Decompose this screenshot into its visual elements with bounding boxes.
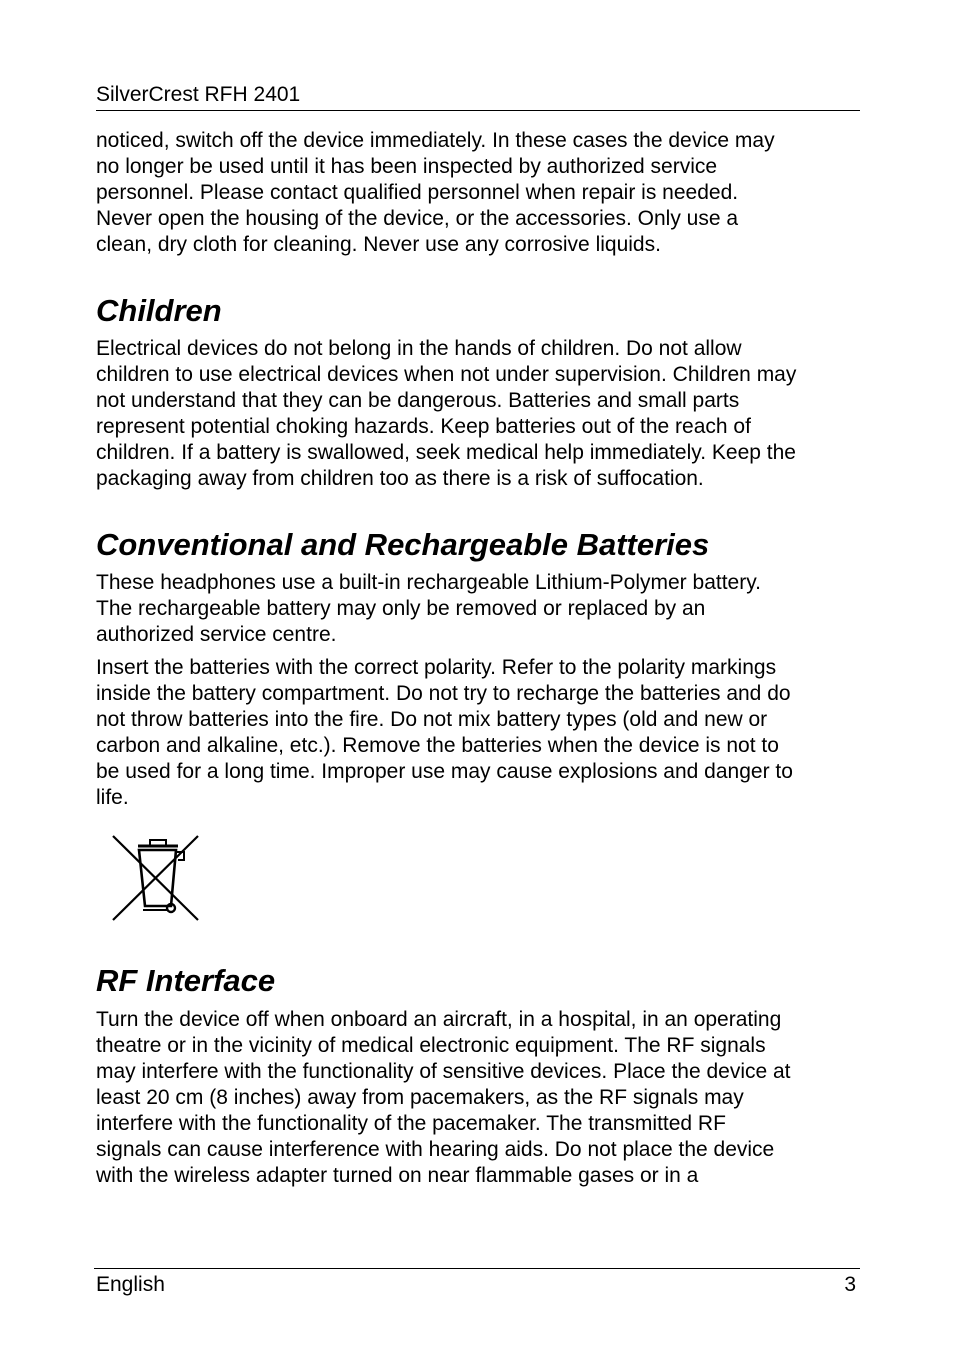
- children-heading: Children: [96, 293, 222, 328]
- rf-interface-heading: RF Interface: [96, 963, 276, 998]
- header-title: SilverCrest RFH 2401: [96, 83, 301, 106]
- batteries-paragraph-1: These headphones use a built-in rechargeable Lithium-Polymer battery. The rechargeable battery may only be removed or replaced by an authorized service centre.: [96, 571, 761, 646]
- rf-interface-paragraph: Turn the device off when onboard an aircraft, in a hospital, in an operating theatre or in the vicinity of medical electronic equipment. The RF signals may interfere with the functionality of sensitive devices. Place the device at least 20 cm (8 inches) away from pacemakers, as the RF signals may interfere with the functionality of the pacemaker. The transmitted RF signals can cause interference with hearing aids. Do not place the device with the wireless adapter turned on near flammable gases or in a: [96, 1008, 791, 1187]
- page-header: [96, 82, 860, 111]
- children-paragraph: Electrical devices do not belong in the hands of children. Do not allow children to use electrical devices when not under supervision. Children may not understand that they can be dangerous. Batteries and small parts represent potential choking hazards. Keep batteries out of the reach of children. If a battery is swallowed, seek medical help immediately. Keep the packaging away from children too as there is a risk of suffocation.: [96, 337, 797, 490]
- page-footer: [94, 1268, 860, 1303]
- footer-language: English: [96, 1273, 165, 1296]
- batteries-heading: Conventional and Rechargeable Batteries: [96, 527, 710, 562]
- intro-paragraph: noticed, switch off the device immediately. In these cases the device may no longer be used until it has been inspected by authorized service personnel. Please contact qualified personnel when repair is needed. Never open the housing of the device, or the accessories. Only use a clean, dry cloth for cleaning. Never use any corrosive liquids.: [96, 129, 775, 256]
- page-number: 3: [844, 1273, 856, 1296]
- batteries-paragraph-2: Insert the batteries with the correct polarity. Refer to the polarity markings inside the battery compartment. Do not try to recharge the batteries and do not throw batteries into the fire. Do not mix battery types (old and new or carbon and alkaline, etc.). Remove the batteries when the device is not to be used for a long time. Improper use may cause explosions and danger to life.: [96, 656, 793, 809]
- crossed-out-wheelie-bin-icon: [110, 834, 202, 924]
